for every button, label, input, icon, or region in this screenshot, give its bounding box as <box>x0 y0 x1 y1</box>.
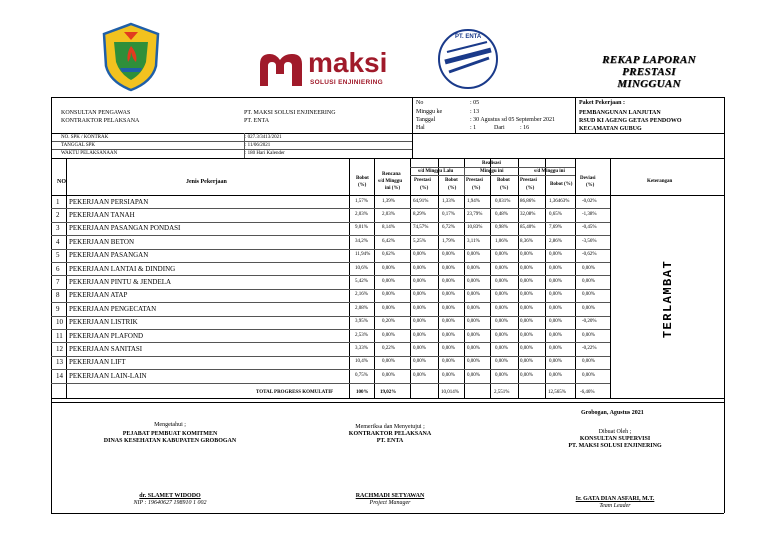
col-sd-minggu-ini: s/d Minggu ini <box>534 169 565 174</box>
enta-logo-text: PT. ENTA <box>455 34 482 40</box>
row-prestasi-lalu: 5,25% <box>413 238 426 244</box>
row-bobot-lalu: 0,00% <box>442 359 455 365</box>
row-deviasi: -0,02% <box>582 198 597 204</box>
paket-line3: KECAMATAN GUBUG <box>579 126 642 132</box>
row-prestasi-sd-ini: 0,00% <box>520 332 533 338</box>
row-bobot-lalu: 0,00% <box>442 332 455 338</box>
row-bobot-sd-ini: 0,00% <box>549 278 562 284</box>
sub-prestasi-2: Prestasi <box>466 178 483 183</box>
duration-label: WAKTU PELAKSANAAN <box>61 151 118 156</box>
report-title-line2: MINGGUAN <box>617 78 681 90</box>
row-rencana: 0,22% <box>382 345 395 351</box>
row-prestasi-sd-ini: 0,00% <box>520 278 533 284</box>
left-signatory-name: dr. SLAMET WIDODO <box>139 493 201 499</box>
row-rencana: 0,00% <box>382 359 395 365</box>
row-bobot-lalu: 0,00% <box>442 305 455 311</box>
row-rencana: 0,00% <box>382 305 395 311</box>
work-item-name: PEKERJAAN SANITASI <box>69 344 143 353</box>
row-bobot: 10,6% <box>355 265 368 271</box>
row-number: 7 <box>56 277 60 286</box>
row-deviasi: 0,00% <box>582 372 595 378</box>
row-prestasi-ini: 0,00% <box>467 278 480 284</box>
row-rencana: 0,00% <box>382 372 395 378</box>
work-item-name: PEKERJAAN LISTRIK <box>69 318 138 327</box>
row-rencana: 0,00% <box>382 278 395 284</box>
row-prestasi-ini: 0,00% <box>467 252 480 258</box>
row-prestasi-lalu: 8,29% <box>413 211 426 217</box>
row-bobot-lalu: 0,00% <box>442 372 455 378</box>
spk-label: NO. SPK / KONTRAK <box>61 135 109 140</box>
date-value: : 30 Agustus sd 05 September 2021 <box>470 117 555 123</box>
row-number: 11 <box>56 331 63 340</box>
left-signatory-nip: NIP : 19640627 198910 1 002 <box>133 500 207 506</box>
row-prestasi-ini: 0,00% <box>467 345 480 351</box>
row-bobot: 9,01% <box>355 225 368 231</box>
col-deviasi-header: Deviasi <box>580 176 596 181</box>
row-bobot-lalu: 6,72% <box>442 225 455 231</box>
paket-line1: PEMBANGUNAN LANJUTAN <box>579 110 661 116</box>
place-date: Grobogan, Agustus 2021 <box>581 410 644 416</box>
work-item-name: PEKERJAAN PERSIAPAN <box>69 197 149 206</box>
row-bobot-lalu: 1,79% <box>442 238 455 244</box>
row-bobot: 3,95% <box>355 319 368 325</box>
row-deviasi: 0,00% <box>582 359 595 365</box>
row-bobot: 5,42% <box>355 278 368 284</box>
row-bobot-ini: 0,00% <box>495 278 508 284</box>
row-bobot-sd-ini: 0,00% <box>549 359 562 365</box>
spk-value: : 027.3/3413/2021 <box>245 135 282 140</box>
row-bobot-sd-ini: 2,86% <box>549 238 562 244</box>
page-of-label: Dari <box>494 125 505 131</box>
row-rencana: 0,00% <box>382 292 395 298</box>
row-prestasi-lalu: 0,00% <box>413 265 426 271</box>
row-bobot-sd-ini: 0,00% <box>549 372 562 378</box>
row-prestasi-sd-ini: 85,40% <box>520 225 536 231</box>
sub-prestasi-1: Prestasi <box>414 178 431 183</box>
row-prestasi-lalu: 0,00% <box>413 359 426 365</box>
row-prestasi-lalu: 0,00% <box>413 252 426 258</box>
row-bobot-ini: 0,00% <box>495 359 508 365</box>
row-bobot: 1,57% <box>355 198 368 204</box>
row-bobot-ini: 0,00% <box>495 332 508 338</box>
row-bobot-ini: 0,00% <box>495 292 508 298</box>
work-item-name: PEKERJAAN BETON <box>69 237 135 246</box>
row-prestasi-ini: 0,00% <box>467 305 480 311</box>
mid-signatory-title2: PT. ENTA <box>376 438 404 444</box>
row-deviasi: -0,20% <box>582 319 597 325</box>
row-prestasi-lalu: 0,00% <box>413 319 426 325</box>
row-bobot-ini: 0,00% <box>495 372 508 378</box>
right-signatory-intro: Dibuat Oleh ; <box>598 429 632 435</box>
paket-line2: RSUD KI AGENG GETAS PENDOWO <box>579 118 682 124</box>
row-bobot-ini: 0,98% <box>495 225 508 231</box>
work-item-name: PEKERJAAN PINTU & JENDELA <box>69 277 172 286</box>
report-no-label: No <box>416 100 424 106</box>
row-number: 8 <box>56 291 60 300</box>
konsultan-value: PT. MAKSI SOLUSI ENJINEERING <box>244 110 336 116</box>
total-deviasi: -6,46% <box>580 390 595 395</box>
row-bobot-sd-ini: 0,00% <box>549 252 562 258</box>
work-item-name: PEKERJAAN PENGECATAN <box>69 304 157 313</box>
row-bobot-lalu: 1,33% <box>442 198 455 204</box>
row-prestasi-lalu: 0,00% <box>413 305 426 311</box>
row-prestasi-ini: 0,00% <box>467 359 480 365</box>
row-bobot-ini: 0,00% <box>495 265 508 271</box>
row-bobot-lalu: 0,00% <box>442 345 455 351</box>
row-prestasi-ini: 0,00% <box>467 372 480 378</box>
row-prestasi-sd-ini: 0,00% <box>520 292 533 298</box>
work-item-name: PEKERJAAN PASANGAN <box>69 251 149 260</box>
col-bobot-unit: (%) <box>358 183 367 188</box>
row-prestasi-lalu: 0,00% <box>413 292 426 298</box>
page-value: : 1 <box>470 125 477 131</box>
row-bobot-sd-ini: 0,00% <box>549 319 562 325</box>
row-rencana: 8,14% <box>382 225 395 231</box>
total-bobot-lalu: 10,014% <box>441 390 459 395</box>
report-no-value: : 05 <box>470 100 480 106</box>
right-signatory-role: Team Leader <box>599 503 631 509</box>
row-prestasi-sd-ini: 0,00% <box>520 372 533 378</box>
row-number: 6 <box>56 264 60 273</box>
row-deviasi: -0,62% <box>582 252 597 258</box>
sub-bobot-pct: Bobot (%) <box>550 182 573 187</box>
row-bobot: 2,53% <box>355 332 368 338</box>
page-of-value: : 16 <box>520 125 530 131</box>
left-signatory-intro: Mengetahui ; <box>154 422 186 428</box>
col-bobot-header: Bobot <box>356 176 369 181</box>
row-prestasi-sd-ini: 32,08% <box>520 211 536 217</box>
row-bobot-lalu: 0,00% <box>442 319 455 325</box>
row-bobot-ini: 1,06% <box>495 238 508 244</box>
col-jenis-header: Jenis Pekerjaan <box>186 179 227 185</box>
row-bobot-sd-ini: 0,65% <box>549 211 562 217</box>
row-number: 10 <box>56 318 63 327</box>
row-prestasi-sd-ini: 8,36% <box>520 238 533 244</box>
sub-pct-5: (%) <box>526 186 535 191</box>
row-bobot: 11,94% <box>355 252 371 258</box>
row-bobot: 0,75% <box>355 372 368 378</box>
row-number: 4 <box>56 237 60 246</box>
row-bobot: 2,03% <box>355 211 368 217</box>
week-value: : 13 <box>470 109 480 115</box>
row-rencana: 6,42% <box>382 238 395 244</box>
row-prestasi-lalu: 0,00% <box>413 372 426 378</box>
row-bobot: 10,4% <box>355 359 368 365</box>
kontraktor-label: KONTRAKTOR PELAKSANA <box>61 118 140 124</box>
row-bobot: 2,08% <box>355 305 368 311</box>
row-prestasi-ini: 23,79% <box>467 211 483 217</box>
konsultan-label: KONSULTAN PENGAWAS <box>61 110 131 116</box>
row-number: 5 <box>56 251 60 260</box>
enta-logo <box>437 28 499 90</box>
row-deviasi: 0,00% <box>582 292 595 298</box>
total-bobot: 100% <box>356 390 369 395</box>
row-number: 9 <box>56 304 60 313</box>
row-bobot-lalu: 0,17% <box>442 211 455 217</box>
work-item-name: PEKERJAAN LAIN-LAIN <box>69 371 147 380</box>
row-number: 12 <box>56 344 63 353</box>
col-keterangan-header: Keterangan <box>647 179 673 184</box>
row-prestasi-ini: 3,11% <box>467 238 480 244</box>
row-prestasi-lalu: 0,00% <box>413 278 426 284</box>
row-bobot-ini: 0,00% <box>495 305 508 311</box>
row-bobot-ini: 0,031% <box>495 198 511 204</box>
kontraktor-value: PT. ENTA <box>244 118 270 124</box>
row-bobot-ini: 0,00% <box>495 345 508 351</box>
row-deviasi: 0,00% <box>582 265 595 271</box>
col-rencana-3: ini (%) <box>385 186 401 191</box>
row-deviasi: -0,45% <box>582 225 597 231</box>
row-number: 1 <box>56 197 60 206</box>
work-item-name: PEKERJAAN PLAFOND <box>69 331 144 340</box>
row-prestasi-lalu: 74,57% <box>413 225 429 231</box>
row-bobot-lalu: 0,00% <box>442 292 455 298</box>
sub-prestasi-3: Prestasi <box>520 178 537 183</box>
row-bobot: 34,2% <box>355 238 368 244</box>
crest-logo <box>100 22 162 92</box>
total-rencana: 19,02% <box>380 390 397 395</box>
report-title <box>574 54 724 90</box>
col-realisasi-header: Realisasi <box>482 161 501 166</box>
work-item-name: PEKERJAAN TANAH <box>69 210 135 219</box>
col-deviasi-unit: (%) <box>586 183 595 188</box>
row-deviasi: -3,56% <box>582 238 597 244</box>
date-label: Tanggal <box>416 117 436 123</box>
work-item-name: PEKERJAAN PASANGAN PONDASI <box>69 224 181 233</box>
page-label: Hal <box>416 125 425 131</box>
row-deviasi: 0,00% <box>582 278 595 284</box>
row-prestasi-lalu: 64,91% <box>413 198 429 204</box>
sub-pct-3: (%) <box>472 186 481 191</box>
row-deviasi: -0,22% <box>582 345 597 351</box>
row-prestasi-ini: 0,00% <box>467 319 480 325</box>
mid-signatory-title1: KONTRAKTOR PELAKSANA <box>348 431 432 437</box>
sub-pct-4: (%) <box>500 186 509 191</box>
row-prestasi-ini: 0,00% <box>467 332 480 338</box>
row-number: 3 <box>56 224 60 233</box>
row-number: 13 <box>56 358 63 367</box>
col-no-header: NO <box>57 179 66 185</box>
row-rencana: 2,03% <box>382 211 395 217</box>
maksi-logo-text: maksi <box>308 47 388 78</box>
right-signatory-name: Ir. GATA DIAN ASFARI, M.T. <box>575 496 655 502</box>
row-bobot-sd-ini: 0,00% <box>549 332 562 338</box>
row-deviasi: 0,00% <box>582 332 595 338</box>
row-prestasi-sd-ini: 0,00% <box>520 359 533 365</box>
row-bobot-sd-ini: 0,00% <box>549 265 562 271</box>
row-bobot-sd-ini: 0,00% <box>549 305 562 311</box>
left-signatory-title2: DINAS KESEHATAN KABUPATEN GROBOGAN <box>103 438 237 444</box>
status-stamp-terlambat: TERLAMBAT <box>661 259 675 339</box>
work-item-name: PEKERJAAN LIFT <box>69 358 126 367</box>
row-bobot: 3,33% <box>355 345 368 351</box>
spk-date-label: TANGGAL SPK <box>61 143 95 148</box>
sub-bobot-2: Bobot <box>497 178 510 183</box>
row-bobot-ini: 0,48% <box>495 211 508 217</box>
total-bobot-ini: 2,551% <box>494 390 510 395</box>
row-deviasi: 0,00% <box>582 305 595 311</box>
row-prestasi-sd-ini: 0,00% <box>520 345 533 351</box>
row-bobot-sd-ini: 0,00% <box>549 345 562 351</box>
row-bobot-lalu: 0,00% <box>442 265 455 271</box>
row-bobot-lalu: 0,00% <box>442 278 455 284</box>
row-rencana: 0,62% <box>382 252 395 258</box>
total-label: TOTAL PROGRESS KOMULATIF <box>256 390 334 395</box>
row-prestasi-sd-ini: 86,86% <box>520 198 536 204</box>
maksi-logo-subtitle: SOLUSI ENJINIERING <box>310 79 383 86</box>
row-rencana: 0,00% <box>382 332 395 338</box>
row-rencana: 1,39% <box>382 198 395 204</box>
sub-bobot-1: Bobot <box>445 178 458 183</box>
paket-label: Paket Pekerjaan : <box>579 100 625 106</box>
work-item-name: PEKERJAAN LANTAI & DINDING <box>69 264 176 273</box>
row-deviasi: -1,38% <box>582 211 597 217</box>
row-rencana: 0,00% <box>382 265 395 271</box>
sub-pct-1: (%) <box>420 186 429 191</box>
col-rencana-2: s/d Minggu <box>378 179 403 184</box>
row-rencana: 0,20% <box>382 319 395 325</box>
mid-signatory-intro: Memeriksa dan Menyetujui ; <box>355 424 425 430</box>
row-bobot-sd-ini: 1,36463% <box>549 198 570 204</box>
row-bobot-sd-ini: 7,69% <box>549 225 562 231</box>
row-number: 2 <box>56 210 60 219</box>
col-rencana-1: Rencana <box>382 172 401 177</box>
col-sd-minggu-lalu: s/d Minggu Lalu <box>418 169 454 174</box>
work-item-name: PEKERJAAN ATAP <box>69 291 128 300</box>
row-prestasi-ini: 1,94% <box>467 198 480 204</box>
row-prestasi-sd-ini: 0,00% <box>520 319 533 325</box>
maksi-logo <box>256 47 396 92</box>
report-title-line1: REKAP LAPORAN PRESTASI <box>602 54 696 78</box>
row-prestasi-ini: 0,00% <box>467 265 480 271</box>
mid-signatory-role: Project Manager <box>369 500 411 506</box>
row-bobot-lalu: 0,00% <box>442 252 455 258</box>
total-bobot-sd-ini: 12,565% <box>548 390 566 395</box>
right-signatory-title1: KONSULTAN SUPERVISI <box>579 436 651 442</box>
row-prestasi-sd-ini: 0,00% <box>520 265 533 271</box>
row-prestasi-ini: 0,00% <box>467 292 480 298</box>
mid-signatory-name: RACHMADI SETYAWAN <box>355 493 425 499</box>
row-number: 14 <box>56 371 63 380</box>
col-minggu-ini: Minggu ini <box>480 169 504 174</box>
row-prestasi-sd-ini: 0,00% <box>520 252 533 258</box>
row-bobot: 2,16% <box>355 292 368 298</box>
spk-date-value: : 11/06/2021 <box>245 143 271 148</box>
sub-pct-2: (%) <box>448 186 457 191</box>
row-prestasi-lalu: 0,00% <box>413 345 426 351</box>
row-bobot-ini: 0,00% <box>495 319 508 325</box>
row-bobot-ini: 0,00% <box>495 252 508 258</box>
row-prestasi-ini: 10,83% <box>467 225 483 231</box>
right-signatory-title2: PT. MAKSI SOLUSI ENJINERING <box>568 443 662 449</box>
duration-value: : 180 Hari Kalender <box>245 151 285 156</box>
row-bobot-sd-ini: 0,00% <box>549 292 562 298</box>
week-label: Minggu ke <box>416 109 443 115</box>
row-prestasi-lalu: 0,00% <box>413 332 426 338</box>
row-prestasi-sd-ini: 0,00% <box>520 305 533 311</box>
left-signatory-title1: PEJABAT PEMBUAT KOMITMEN <box>122 431 218 437</box>
